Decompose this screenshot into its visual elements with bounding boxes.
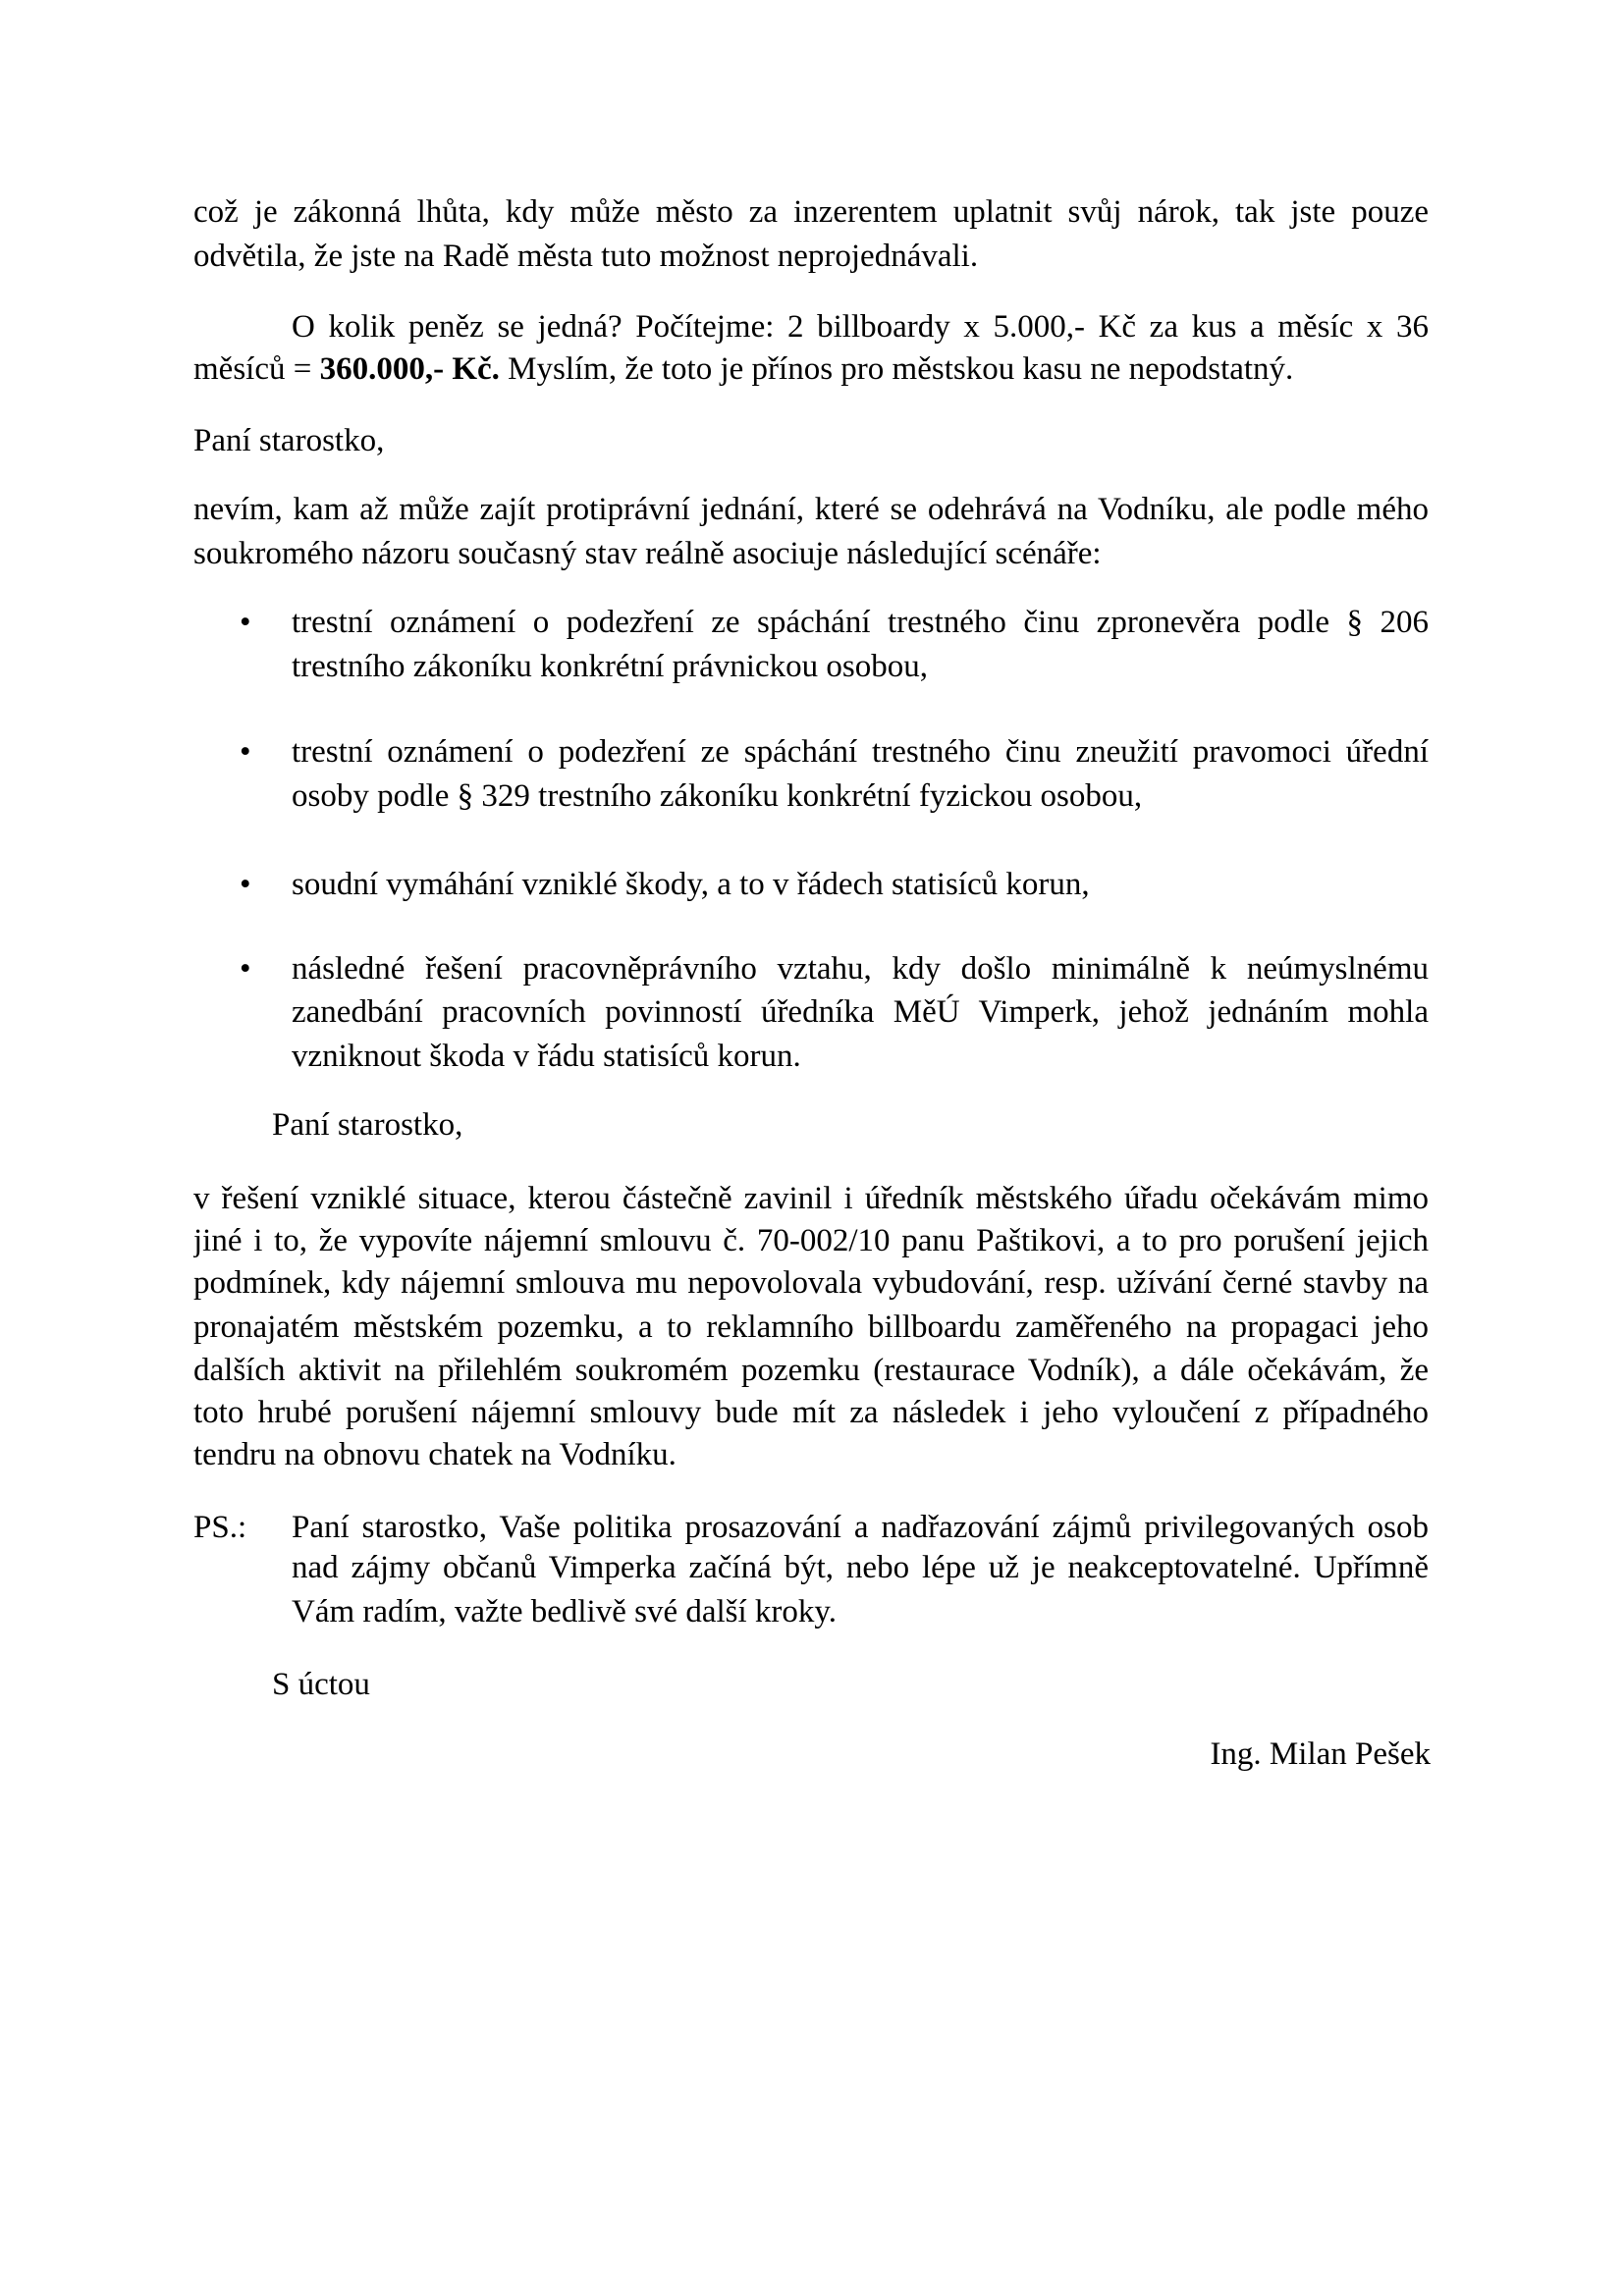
expectation-line-5: dalších aktivit na přilehlém soukromém pozemku (restaurace Vodník), a dále očekávám, že [193, 1353, 1429, 1388]
scenario-2-line-2: osoby podle § 329 trestního zákoníku konkrétní fyzickou osobou, [292, 778, 1143, 814]
scenario-4-line-2: zanedbání pracovních povinností úředníka MěÚ Vimperk, jehož jednáním mohla [292, 994, 1429, 1030]
expectation-line-3: podmínek, kdy nájemní smlouva mu nepovolovala vybudování, resp. užívání černé stavby na [193, 1265, 1429, 1301]
scenario-1-line-1: trestní oznámení o podezření ze spáchání trestného činu zpronevěra podle § 206 [292, 605, 1429, 640]
scenario-2-line-1: trestní oznámení o podezření ze spáchání trestného činu zneužití pravomoci úřední [292, 734, 1429, 770]
bullet-icon: • [240, 867, 251, 902]
scenario-intro-line-1: nevím, kam až může zajít protiprávní jednání, které se odehrává na Vodníku, ale podle mého [193, 492, 1429, 527]
calculation-prefix: měsíců = [193, 351, 320, 387]
postscript-line-1: Paní starostko, Vaše politika prosazování a nadřazování zájmů privilegovaných osob [292, 1510, 1429, 1545]
postscript-label: PS.: [193, 1510, 247, 1545]
expectation-line-4: pronajatém městském pozemku, a to reklamního billboardu zaměřeného na propagaci jeho [193, 1309, 1429, 1345]
intro-line-2: odvětila, že jste na Radě města tuto možnost neprojednávali. [193, 239, 979, 274]
calculation-suffix: Myslím, že toto je přínos pro městskou kasu ne nepodstatný. [499, 351, 1294, 387]
scenario-3-line-1: soudní vymáhání vzniklé škody, a to v řádech statisíců korun, [292, 867, 1090, 902]
postscript-line-2: nad zájmy občanů Vimperka začíná být, nebo lépe už je neakceptovatelné. Upřímně [292, 1550, 1429, 1585]
bullet-icon: • [240, 605, 251, 640]
salutation-1: Paní starostko, [193, 423, 385, 458]
scenario-1-line-2: trestního zákoníku konkrétní právnickou osobou, [292, 649, 928, 684]
expectation-line-7: tendru na obnovu chatek na Vodníku. [193, 1437, 677, 1472]
expectation-line-2: jiné i to, že vypovíte nájemní smlouvu č. 70-002/10 panu Paštikovi, a to pro porušení jejich [193, 1223, 1429, 1258]
closing: S úctou [272, 1667, 370, 1702]
scenario-intro-line-2: soukromého názoru současný stav reálně asociuje následující scénáře: [193, 536, 1102, 571]
signature: Ing. Milan Pešek [1210, 1736, 1431, 1772]
bullet-icon: • [240, 951, 251, 987]
bullet-icon: • [240, 734, 251, 770]
calculation-line-2 [193, 347, 1429, 391]
expectation-line-1: v řešení vzniklé situace, kterou částečně zavinil i úředník městského úřadu očekávám mimo [193, 1181, 1429, 1216]
calculation-line-1: O kolik peněz se jedná? Počítejme: 2 billboardy x 5.000,- Kč za kus a měsíc x 36 [292, 309, 1429, 345]
calculation-total-amount: 360.000,- Kč. [319, 351, 500, 387]
expectation-line-6: toto hrubé porušení nájemní smlouvy bude mít za následek i jeho vyloučení z případného [193, 1395, 1429, 1430]
postscript-line-3: Vám radím, važte bedlivě své další kroky. [292, 1594, 838, 1629]
scenario-4-line-1: následné řešení pracovněprávního vztahu, kdy došlo minimálně k neúmyslnému [292, 951, 1429, 987]
scenario-4-line-3: vzniknout škoda v řádu statisíců korun. [292, 1039, 801, 1074]
intro-line-1: což je zákonná lhůta, kdy může město za inzerentem uplatnit svůj nárok, tak jste pouze [193, 194, 1429, 230]
salutation-2: Paní starostko, [272, 1107, 463, 1143]
